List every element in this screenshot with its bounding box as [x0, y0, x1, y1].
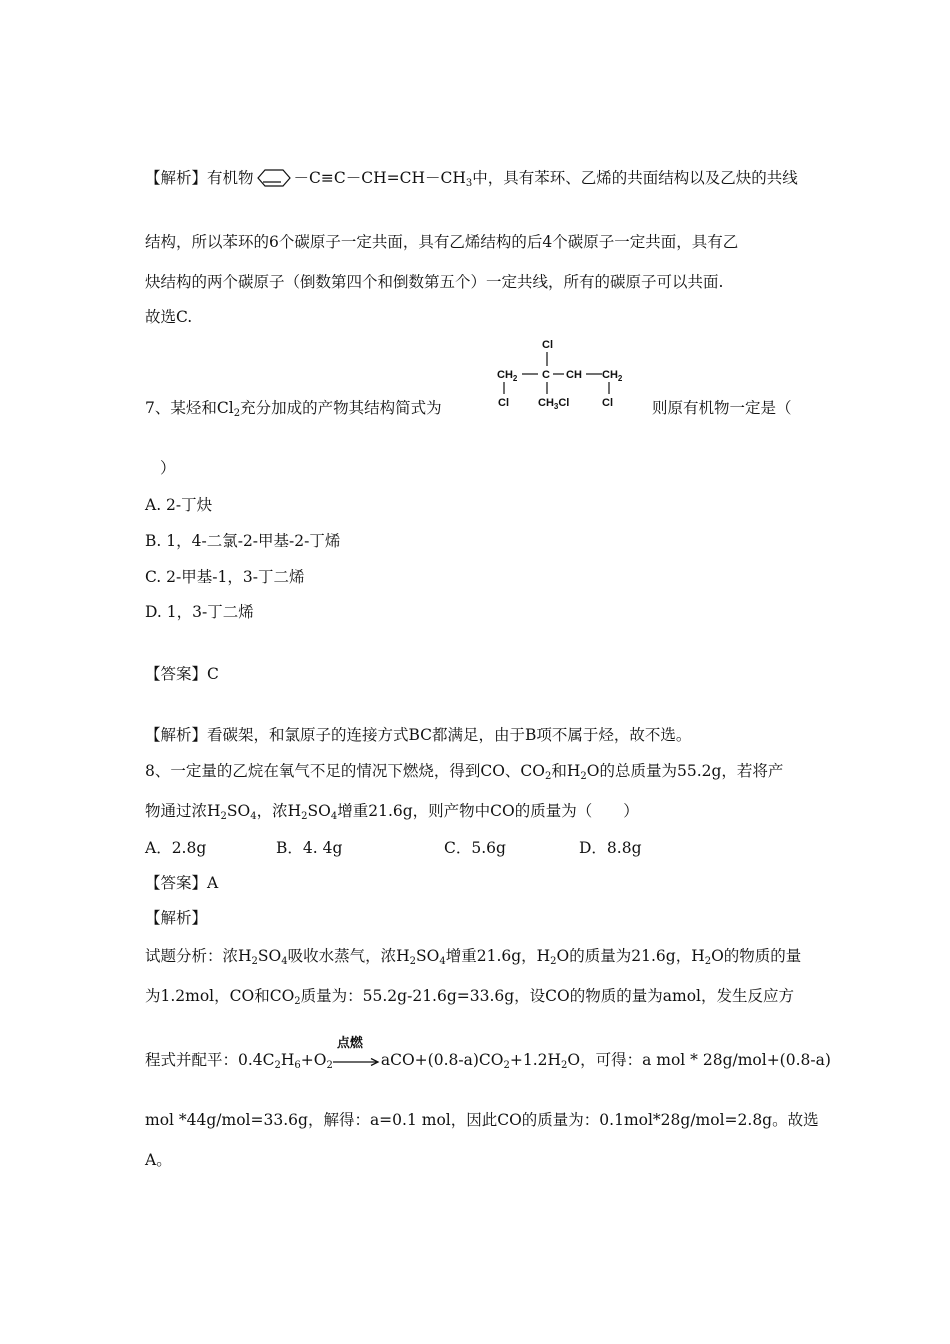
- q8-stem-text: SO: [226, 802, 251, 820]
- analysis-text: 质量为：55.2g-21.6g=33.6g，设CO的物质的量为amol，发生反应方: [300, 987, 794, 1005]
- subscript: 2: [550, 956, 557, 967]
- q7-stem-b: 充分加成的产物其结构简式为: [240, 399, 442, 417]
- arrow-icon: [333, 1058, 381, 1066]
- q7-stem: [145, 398, 442, 424]
- analysis-text: 中，具有苯环、乙烯的共面结构以及乙炔的共线: [472, 169, 798, 187]
- q7-answer: 【答案】C: [145, 665, 219, 683]
- analysis-text: O的物质的量: [711, 947, 802, 965]
- q8-option-d: D．8.8g: [579, 839, 642, 857]
- struct-ch3: CH: [538, 397, 554, 409]
- reaction-condition: 点燃: [336, 1036, 363, 1051]
- subscript: 2: [326, 1060, 333, 1071]
- q8-analysis-line3: [145, 1036, 831, 1076]
- analysis-text: aCO+(0.8-a)CO: [380, 1051, 504, 1069]
- reaction-arrow: [333, 1036, 381, 1067]
- struct-cl-top: Cl: [542, 339, 553, 351]
- subscript: 4: [250, 811, 257, 822]
- subscript: 2: [561, 1060, 568, 1071]
- q8-analysis-line1: [145, 946, 801, 972]
- struct-c-center: C: [542, 369, 550, 381]
- subscript: 2: [545, 771, 552, 782]
- q8-stem-text: 物通过浓H: [145, 802, 221, 820]
- subscript: 4: [281, 956, 288, 967]
- svg-text:CH2: [602, 369, 623, 383]
- analysis-text: 为1.2mol，CO和CO: [145, 987, 295, 1005]
- q8-stem-text: SO: [307, 802, 331, 820]
- struct-cl: Cl: [558, 397, 570, 409]
- q6-analysis-line2: 结构，所以苯环的6个碳原子一定共面，具有乙烯结构的后4个碳原子一定共面，具有乙: [145, 233, 739, 251]
- structural-formula: [494, 336, 644, 418]
- subscript: 2: [220, 811, 227, 822]
- q8-stem-c: O的总质量为55.2g，若将产: [586, 762, 784, 780]
- q8-answer: 【答案】A: [145, 874, 219, 892]
- subscript: 2: [704, 956, 712, 967]
- svg-text:CH2: [497, 369, 518, 383]
- q8-stem-b: 和H: [551, 762, 581, 780]
- q8-stem-text: ，浓H: [256, 802, 302, 820]
- q7-analysis: 【解析】看碳架，和氯原子的连接方式BC都满足，由于B项不属于烃，故不选。: [145, 726, 692, 744]
- analysis-text: 增重21.6g，H: [445, 947, 551, 965]
- subscript: 6: [294, 1060, 301, 1071]
- q6-analysis-line3: 炔结构的两个碳原子（倒数第四个和倒数第五个）一定共线，所有的碳原子可以共面.: [145, 273, 724, 291]
- analysis-text: O的质量为21.6g，H: [556, 947, 705, 965]
- analysis-text: 吸收水蒸气，浓H: [287, 947, 410, 965]
- analysis-text: SO: [257, 947, 282, 965]
- q8-analysis-line2: [145, 986, 794, 1012]
- analysis-text: H: [280, 1051, 295, 1069]
- struct-sub: 2: [512, 374, 518, 383]
- subscript: 2: [503, 1060, 510, 1071]
- analysis-text: O，可得：a mol * 28g/mol+(0.8-a): [567, 1051, 831, 1069]
- q8-option-b: B．4. 4g: [276, 839, 343, 857]
- q8-analysis-line4: mol *44g/mol=33.6g，解得：a=0.1 mol，因此CO的质量为：0.1mol*28g/mol=2.8g。故选: [145, 1111, 819, 1129]
- struct-ch-mid: CH: [566, 369, 582, 381]
- analysis-text: SO: [416, 947, 440, 965]
- q7-option-a: A. 2-丁炔: [145, 496, 213, 514]
- subscript: 2: [294, 996, 301, 1007]
- q7-stem-close: ）: [160, 459, 176, 477]
- q7-option-b: B. 1，4-二氯-2-甲基-2-丁烯: [145, 532, 341, 550]
- q7-option-d: D. 1，3-丁二烯: [145, 603, 254, 621]
- subscript: 4: [439, 956, 446, 967]
- struct-cl-left: Cl: [498, 397, 509, 409]
- analysis-text: 试题分析：浓H: [145, 947, 252, 965]
- q7-stem-end: 则原有机物一定是（: [652, 399, 792, 417]
- analysis-text: 程式并配平：0.4C: [145, 1051, 275, 1069]
- struct-ch2-left: CH: [497, 369, 513, 381]
- q6-analysis-conclusion: 故选C.: [145, 308, 193, 326]
- q8-stem-a: 8、一定量的乙烷在氧气不足的情况下燃烧，得到CO、CO: [145, 762, 545, 780]
- subscript: 2: [274, 1060, 281, 1071]
- struct-sub: 3: [553, 402, 559, 411]
- subscript: 2: [251, 956, 258, 967]
- formula-chain: －C≡C－CH=CH－CH: [293, 169, 466, 187]
- struct-cl-right: Cl: [602, 397, 613, 409]
- subscript: 2: [301, 811, 308, 822]
- analysis-text: +O: [300, 1051, 327, 1069]
- q8-analysis-line5: A。: [145, 1151, 172, 1169]
- q8-stem-line1: [145, 761, 783, 787]
- struct-ch2-right: CH: [602, 369, 618, 381]
- subscript: 2: [233, 408, 241, 419]
- struct-sub: 2: [617, 374, 623, 383]
- q7-stem-a: 7、某烃和Cl: [145, 399, 234, 417]
- subscript: 2: [580, 771, 587, 782]
- subscript: 4: [330, 811, 338, 822]
- q8-stem-line2: [145, 801, 639, 827]
- q6-analysis-line1: [145, 168, 798, 194]
- subscript: 2: [409, 956, 417, 967]
- analysis-label-text: 【解析】有机物: [145, 169, 254, 187]
- benzene-ring-icon: [254, 168, 294, 193]
- q8-option-c: C．5.6g: [444, 839, 506, 857]
- q8-option-a: A．2.8g: [145, 839, 207, 857]
- q8-analysis-title: 【解析】: [145, 909, 208, 927]
- q8-stem-text: 增重21.6g，则产物中CO的质量为（ ）: [337, 802, 639, 820]
- q7-option-c: C. 2-甲基-1，3-丁二烯: [145, 568, 305, 586]
- svg-text:CH3Cl: [538, 397, 569, 411]
- analysis-text: +1.2H: [509, 1051, 561, 1069]
- subscript: 3: [465, 178, 473, 189]
